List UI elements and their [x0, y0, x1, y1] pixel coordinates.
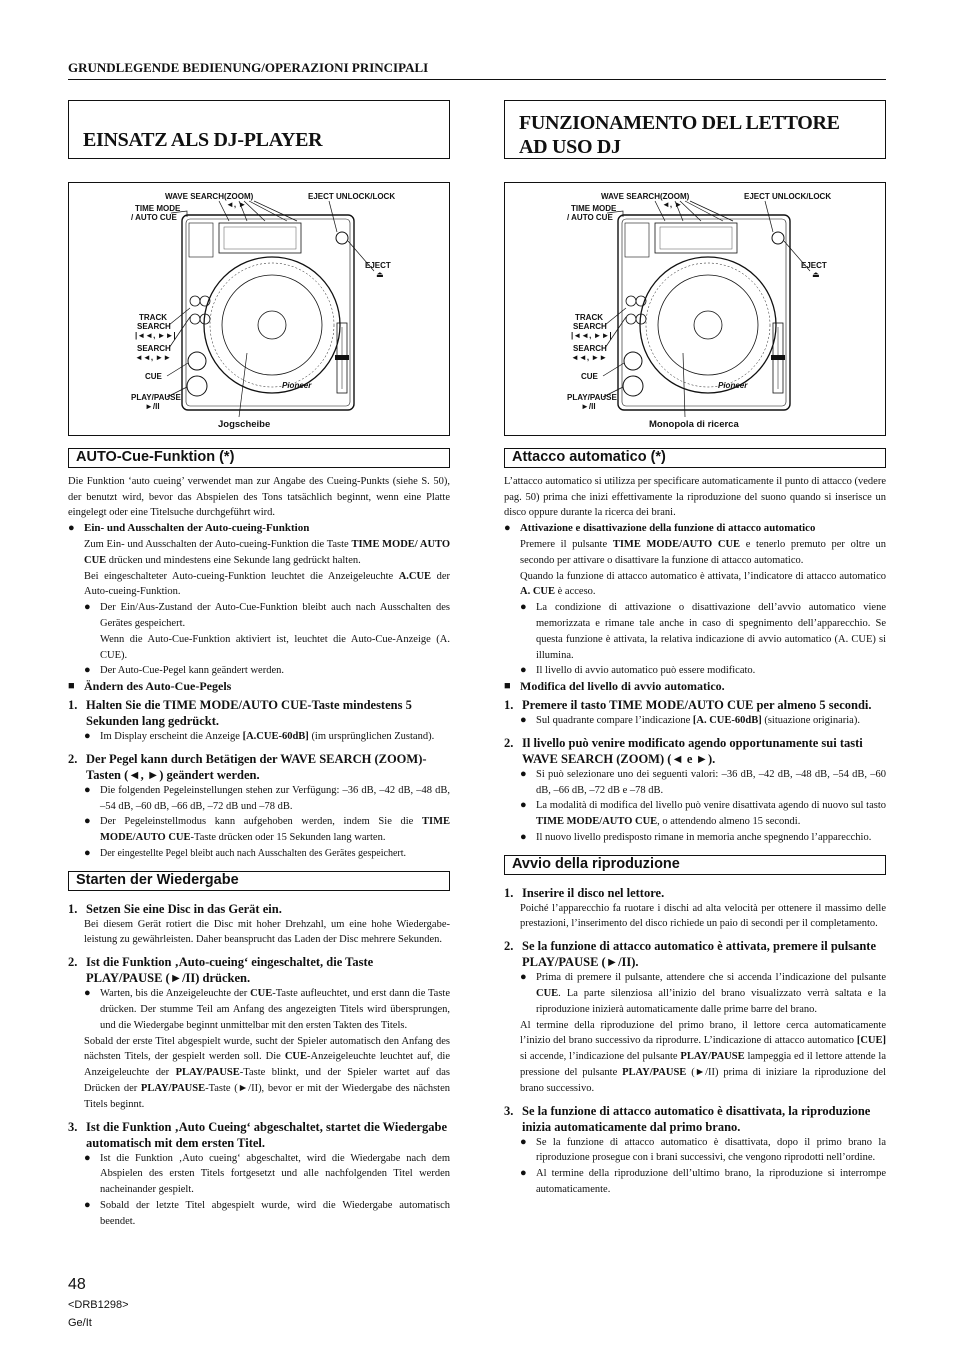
paragraph: Premere il pulsante TIME MODE/AUTO CUE e tenerlo premuto per oltre un secondo per attivare o disattivare la funzione di attacco automatico. [520, 538, 886, 566]
label-search-2: SEARCH [137, 344, 171, 353]
language-code: Ge/It [68, 1317, 92, 1329]
label-eject-lock: EJECT UNLOCK/LOCK [744, 192, 832, 201]
paragraph: L’attacco automatico si utilizza per specificare automaticamente il punto di attacco (vedere pag. 50) prima che inizi effettivamente la riproduzione del suono quando si inserisce un disco oppure durante la ricerca dei brani. [504, 475, 886, 519]
bullet-item: ● Si può selezionare uno dei seguenti valori: –36 dB, –42 dB, –48 dB, –54 dB, –60 dB, –66 dB, –72 dB e –78 dB. [504, 767, 886, 799]
paragraph: Bei diesem Gerät rotiert die Disc mit hoher Drehzahl, um eine hohe Wiedergabe-leistung zu gewährleisten. Daher beansprucht das Laden der Disc mehrere Sekunden. [84, 918, 450, 946]
cdj-player-diagram [69, 183, 449, 435]
bullet-icon: ● [520, 971, 527, 984]
bullet-icon: ● [84, 729, 91, 742]
bullet-item: ● Der eingestellte Pegel bleibt auch nach Ausschalten des Gerätes gespeichert. [68, 846, 450, 862]
label-track: TRACK [139, 313, 167, 322]
label-search-arrows: ◄◄, ►► [135, 353, 172, 362]
section-title: AUTO-Cue-Funktion (*) [68, 448, 450, 468]
label-track: TRACK [575, 313, 603, 322]
left-title: EINSATZ ALS DJ-PLAYER [68, 100, 450, 159]
paragraph: Bei eingeschalteter Auto-cueing-Funktion leuchtet die Anzeigeleuchte A.CUE der Auto-cueing-Funktion. [84, 570, 450, 598]
bullet-item: ● Ist die Funktion ‚Auto cueing‘ abgeschaltet, wird die Wiedergabe nach dem Abspielen des ersten Titels fortgesetzt und alle nachfolgenden Titel werden nacheinander gespielt. [68, 1151, 450, 1198]
label-search-arrows: ◄◄, ►► [571, 353, 608, 362]
paragraph: Poiché l’apparecchio fa ruotare i dischi ad alta velocità per ottenere il massimo delle prestazioni, l’inserimento del disco richiede un paio di secondi per il completamento. [520, 902, 886, 930]
page-number: 48 [68, 1276, 86, 1293]
bullet-item: ● La condizione di attivazione o disattivazione dell’avvio automatico viene memorizzata e rimane tale anche in caso di spegnimento dell’apparecchio. Se questa funzione è attivata, la relativa indicazione di avvio automatico (A. CUE) si illumina. [504, 600, 886, 663]
right-column [504, 448, 886, 1198]
bullet-item: ● Sobald der letzte Titel abgespielt wurde, wird die Wiedergabe automatisch beendet. [68, 1198, 450, 1230]
bullet-icon: ● [84, 846, 91, 859]
label-eject: EJECT [801, 261, 827, 270]
label-search-2: SEARCH [573, 344, 607, 353]
bullet-icon: ● [520, 1167, 527, 1180]
bullet-icon: ● [84, 601, 91, 614]
bullet-icon: ● [520, 799, 527, 812]
label-wave-arrows: ◄, ► [226, 200, 247, 209]
left-figure [68, 182, 450, 436]
label-track-arrows: |◄◄, ►►| [571, 331, 612, 340]
bullet-icon: ● [520, 664, 527, 677]
page-header: GRUNDLEGENDE BEDIENUNG/OPERAZIONI PRINCIPALI [68, 60, 886, 80]
figure-caption: Monopola di ricerca [649, 419, 739, 430]
bullet-icon: ● [520, 601, 527, 614]
bullet-heading: Ein- und Ausschalten der Auto-cueing-Funktion [84, 522, 310, 535]
paragraph: Al termine della riproduzione del primo brano, il lettore cerca automaticamente l’inizio del brano successivo da riprodurre. L’indicazione di attacco automatico [CUE] si accende, l’indicazione del pulsante PLAY/PAUSE lampeggia ed il lettore attende la pressione del pulsante PLAY/PAUSE (►/II) prima di iniziare la riproduzione del brano successivo. [520, 1019, 886, 1094]
bullet-item: ● La modalità di modifica del livello può venire disattivata agendo di nuovo sul tasto TIME MODE/AUTO CUE, o attendendo almeno 15 secondi. [504, 798, 886, 830]
label-eject: EJECT [365, 261, 391, 270]
numbered-step: 2. Der Pegel kann durch Betätigen der WAVE SEARCH (ZOOM)-Tasten (◄, ►) geändert werden. [68, 751, 427, 782]
brand-logo: Pioneer [282, 381, 312, 390]
numbered-step: 2. Il livello può venire modificato agendo opportunamente sui tasti WAVE SEARCH (ZOOM) (◄ e ►). [504, 735, 863, 766]
label-time-mode: TIME MODE [571, 204, 617, 213]
numbered-step: 1. Premere il tasto TIME MODE/AUTO CUE per almeno 5 secondi. [504, 697, 872, 712]
numbered-step: 2. Se la funzione di attacco automatico è attivata, premere il pulsante PLAY/PAUSE (►/II). [504, 939, 877, 970]
bullet-item: ● Il livello di avvio automatico può essere modificato. [504, 663, 886, 679]
paragraph: Quando la funzione di attacco automatico è attivata, l’indicatore di attacco automatico A. CUE è acceso. [520, 570, 886, 598]
bullet-icon: ● [520, 713, 527, 726]
numbered-step: 3. Se la funzione di attacco automatico è disattivata, la riproduzione inizia automaticamente dal primo brano. [504, 1103, 871, 1134]
label-eject-lock: EJECT UNLOCK/LOCK [308, 192, 396, 201]
eject-icon: ⏏ [376, 270, 384, 279]
document-code: <DRB1298> [68, 1299, 129, 1311]
play-pause-icon: ►/II [581, 402, 596, 411]
bullet-icon: ● [84, 815, 91, 828]
paragraph: Sobald der erste Titel abgespielt wurde, sucht der Spieler automatisch den Anfang des nächsten Titels, der gespielt werden soll. Die CUE-Anzeigeleuchte leuchtet auf, die Anzeigeleuchte der PLAY/PAUSE-Taste blinkt, und der Spieler wartet auf das Drücken der PLAY/PAUSE-Taste (►/II), bevor er mit der Wiedergabe des nächsten Titels beginnt. [84, 1035, 450, 1110]
bullet-item: ● Al termine della riproduzione dell’ultimo brano, la riproduzione si interrompe automaticamente. [504, 1166, 886, 1198]
bullet-item: ● Der Pegeleinstellmodus kann aufgehoben werden, indem Sie die TIME MODE/AUTO CUE-Taste drücken oder 15 Sekunden lang warten. [68, 814, 450, 846]
label-play-pause: PLAY/PAUSE [131, 393, 181, 402]
paragraph: Die Funktion ‘auto cueing’ verwendet man zur Angabe des Cueing-Punkts (siehe S. 50), der benutzt wird, bevor das Abspielen des Tons tatsächlich beginnt, wenn eine Platte eingelegt oder eine Titelsuche durchgeführt wird. [68, 475, 450, 519]
square-icon: ■ [68, 680, 75, 693]
section-title: Attacco automatico (*) [504, 448, 886, 468]
bullet-icon: ● [504, 522, 511, 535]
bullet-item: ● Der Auto-Cue-Pegel kann geändert werden. [68, 663, 450, 679]
numbered-step: 1. Setzen Sie eine Disc in das Gerät ein. [68, 901, 282, 916]
label-wave-arrows: ◄, ► [662, 200, 683, 209]
bullet-icon: ● [84, 783, 91, 796]
square-icon: ■ [504, 680, 511, 693]
bullet-item: ● Attivazione e disattivazione della funzione di attacco automatico [504, 521, 886, 537]
label-auto-cue: / AUTO CUE [131, 213, 177, 222]
label-track-arrows: |◄◄, ►►| [135, 331, 176, 340]
paragraph: Wenn die Auto-Cue-Funktion aktiviert ist, leuchtet die Auto-Cue-Anzeige (A. CUE). [100, 633, 450, 661]
bullet-icon: ● [84, 664, 91, 677]
bullet-item [68, 521, 450, 537]
bullet-icon: ● [84, 1198, 91, 1211]
bullet-icon: ● [68, 522, 75, 535]
left-column [68, 448, 450, 1229]
bullet-item: ● Prima di premere il pulsante, attendere che si accenda l’indicazione del pulsante CUE. La parte silenziosa all’inizio del brano visualizzato verrà saltata e la riproduzione inizierà automaticamente dalle prime barre del brano. [504, 970, 886, 1017]
bullet-item: ● Der Ein/Aus-Zustand der Auto-Cue-Funktion bleibt auch nach Ausschalten des Gerätes gespeichert. [68, 600, 450, 632]
right-figure [504, 182, 886, 436]
label-cue: CUE [145, 372, 162, 381]
section-title: Avvio della riproduzione [504, 855, 886, 875]
label-time-mode: TIME MODE [135, 204, 181, 213]
bullet-icon: ● [84, 987, 91, 1000]
bullet-item: ● Se la funzione di attacco automatico è disattivata, dopo il primo brano la riproduzione prosegue con i brani successivi, che vengono riprodotti nell’ordine. [504, 1135, 886, 1167]
numbered-step: 1. Halten Sie die TIME MODE/AUTO CUE-Taste mindestens 5 Sekunden lang gedrückt. [68, 697, 412, 728]
bullet-icon: ● [520, 767, 527, 780]
right-title: FUNZIONAMENTO DEL LETTORE AD USO DJ [504, 100, 886, 159]
label-wave-search: WAVE SEARCH(ZOOM) [165, 192, 254, 201]
bullet-item: ● Il nuovo livello predisposto rimane in memoria anche spegnendo l’apparecchio. [504, 830, 886, 846]
bullet-icon: ● [520, 1135, 527, 1148]
label-cue: CUE [581, 372, 598, 381]
bullet-item: ● Sul quadrante compare l’indicazione [A. CUE-60dB] (situazione originaria). [504, 713, 886, 729]
bullet-item: ● Die folgenden Pegeleinstellungen stehen zur Verfügung: –36 dB, –42 dB, –48 dB, –54 dB, –60 dB, –66 dB, –72 dB und –78 dB. [68, 783, 450, 815]
figure-caption: Jogscheibe [218, 419, 271, 430]
bullet-item: ● Warten, bis die Anzeigeleuchte der CUE-Taste aufleuchtet, und erst dann die Taste drücken. Der stumme Teil am Anfang des angezeigten Titels wird übersprungen, und die Wiedergabe beginnt unmittelbar mit den ersten Takten des Titels. [68, 986, 450, 1033]
cdj-player-diagram [505, 183, 885, 435]
label-search: SEARCH [137, 322, 171, 331]
bullet-icon: ● [520, 830, 527, 843]
label-search: SEARCH [573, 322, 607, 331]
eject-icon: ⏏ [812, 270, 820, 279]
bullet-item: ● Im Display erscheint die Anzeige [A.CUE-60dB] (im ursprünglichen Zustand). [68, 729, 450, 745]
label-auto-cue: / AUTO CUE [567, 213, 613, 222]
section-title: Starten der Wiedergabe [68, 871, 450, 891]
square-item: ■ Ändern des Auto-Cue-Pegels [68, 679, 232, 694]
numbered-step: 1. Inserire il disco nel lettore. [504, 885, 665, 900]
paragraph: Zum Ein- und Ausschalten der Auto-cueing-Funktion die Taste TIME MODE/ AUTO CUE drücken und mindestens eine Sekunde lang gedrückt halten. [84, 538, 451, 566]
bullet-icon: ● [84, 1151, 91, 1164]
numbered-step: 3. Ist die Funktion ‚Auto Cueing‘ abgeschaltet, startet die Wiedergabe automatisch mit dem ersten Titel. [68, 1119, 447, 1150]
numbered-step: 2. Ist die Funktion ‚Auto-cueing‘ eingeschaltet, die Taste PLAY/PAUSE (►/II) drücken. [68, 955, 374, 986]
brand-logo: Pioneer [718, 381, 748, 390]
label-play-pause: PLAY/PAUSE [567, 393, 617, 402]
label-wave-search: WAVE SEARCH(ZOOM) [601, 192, 690, 201]
square-item: ■ Modifica del livello di avvio automatico. [504, 679, 725, 694]
play-pause-icon: ►/II [145, 402, 160, 411]
